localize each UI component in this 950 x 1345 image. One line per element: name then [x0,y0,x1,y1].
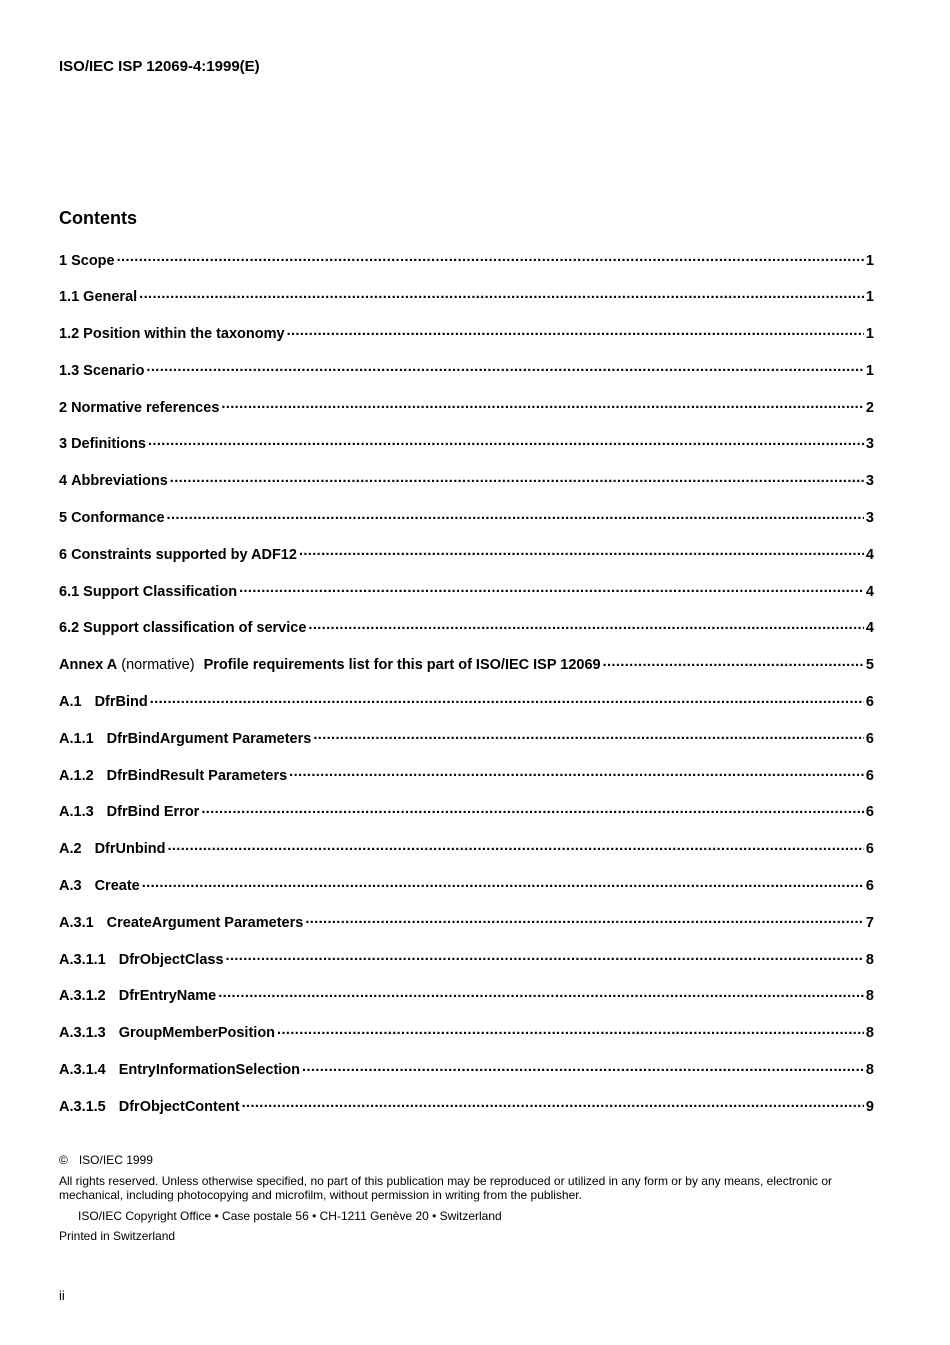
toc-entry-page: 4 [865,583,874,600]
toc-entry[interactable] [59,618,874,655]
toc-entry-title: Conformance [71,510,165,527]
toc-entry-number: 5 [59,510,68,527]
toc-entry-number: 4 [59,473,68,490]
toc-entry-number: 6 [59,546,68,563]
toc-entry-number: 1.1 [59,289,80,306]
toc-entry-number: A.3.1 [59,914,94,931]
toc-entry-title: Constraints supported by ADF12 [71,546,297,563]
toc-entry-number: A.3.1.4 [59,1062,106,1079]
toc-entry-title: Position within the taxonomy [83,326,285,343]
toc-entry-title: Definitions [71,436,146,453]
toc-entry-number: 3 [59,436,68,453]
toc-entry-page: 5 [865,657,874,674]
toc-entry-number: A.3 [59,878,82,895]
toc-entry-number: A.3.1.3 [59,1025,106,1042]
toc-dot-leader [218,986,864,1001]
toc-dot-leader [299,544,864,559]
toc-entry[interactable] [59,765,874,802]
toc-entry-number: A.1.2 [59,767,94,784]
toc-dot-leader [148,434,864,449]
toc-entry-page: 8 [865,951,874,968]
toc-entry-page: 6 [865,878,874,895]
toc-dot-leader [146,360,864,375]
toc-entry[interactable] [59,581,874,618]
toc-entry[interactable] [59,728,874,765]
page-number: ii [59,1288,65,1303]
toc-entry-number: 6.2 [59,620,80,637]
toc-entry-title: General [83,289,138,306]
toc-entry-title: DfrBindArgument Parameters [106,730,312,747]
toc-entry-number: A.3.1.5 [59,1098,106,1115]
toc-dot-leader [242,1096,864,1111]
toc-entry-page: 6 [865,730,874,747]
toc-dot-leader [167,839,863,854]
toc-dot-leader [302,1060,864,1075]
toc-entry-title: Scenario [83,362,145,379]
copyright-office: ISO/IEC Copyright Office • Case postale 56 • CH-1211 Genève 20 • Switzerland [78,1208,502,1223]
toc-dot-leader [226,949,864,964]
toc-entry-note: (normative) [121,657,195,674]
toc-entry-number: 2 [59,399,68,416]
rights-statement: All rights reserved. Unless otherwise specified, no part of this publication may be reproduced or utilized in any form or by any means, electronic or mechanical, including photocopying and microfilm, without permission in writing from the publisher. [59,1173,833,1202]
toc-entry-title: CreateArgument Parameters [106,914,304,931]
toc-entry-number: A.1.3 [59,804,94,821]
toc-entry-page: 6 [865,841,874,858]
toc-entry-title: Support Classification [83,583,238,600]
printed-in: Printed in Switzerland [59,1229,176,1243]
toc-entry-page: 9 [865,1098,874,1115]
toc-entry[interactable] [59,397,874,434]
toc-entry-number: 1 [59,252,68,269]
toc-entry[interactable] [59,692,874,729]
toc-entry[interactable] [59,1023,874,1060]
toc-dot-leader [603,655,864,670]
toc-entry-number: 1.2 [59,326,80,343]
toc-entry-number: A.3.1.2 [59,988,106,1005]
toc-entry-title: DfrBind [94,694,148,711]
toc-entry-page: 4 [865,620,874,637]
toc-entry[interactable] [59,324,874,361]
toc-entry-title: DfrObjectContent [118,1098,240,1115]
toc-entry-title: Scope [71,252,115,269]
toc-dot-leader [305,912,864,927]
toc-entry-title: DfrEntryName [118,988,217,1005]
toc-entry-title: Support classification of service [83,620,307,637]
toc-entry[interactable] [59,839,874,876]
toc-entry-number: A.1.1 [59,730,94,747]
toc-dot-leader [308,618,864,633]
toc-dot-leader [313,728,864,743]
toc-entry-title: DfrBindResult Parameters [106,767,288,784]
toc-entry-title: Profile requirements list for this part of ISO/IEC ISP 12069 [203,657,601,674]
copyright-line [59,1153,875,1168]
toc-entry-title: Abbreviations [71,473,168,490]
toc-dot-leader [142,876,864,891]
toc-dot-leader [150,692,864,707]
toc-dot-leader [287,324,864,339]
toc-entry-title: EntryInformationSelection [118,1062,301,1079]
toc-entry[interactable] [59,250,874,287]
toc-entry-number: 1.3 [59,362,80,379]
toc-entry-number: 6.1 [59,583,80,600]
toc-entry[interactable] [59,912,874,949]
toc-entry-page: 8 [865,1062,874,1079]
toc-dot-leader [221,397,864,412]
toc-entry-page: 2 [865,399,874,416]
toc-entry-page: 1 [865,289,874,306]
toc-entry[interactable] [59,508,874,545]
toc-entry-page: 8 [865,988,874,1005]
table-of-contents [59,250,874,1133]
toc-entry-number: A.1 [59,694,82,711]
toc-entry-title: Normative references [71,399,220,416]
toc-entry-page: 6 [865,804,874,821]
toc-entry-page: 8 [865,1025,874,1042]
toc-entry-title: DfrUnbind [94,841,166,858]
toc-entry-title: Create [94,878,140,895]
toc-dot-leader [239,581,864,596]
toc-entry[interactable] [59,655,874,692]
toc-dot-leader [289,765,864,780]
toc-entry-page: 6 [865,694,874,711]
toc-entry-page: 4 [865,546,874,563]
toc-entry[interactable] [59,949,874,986]
toc-entry-page: 1 [865,362,874,379]
toc-entry-page: 1 [865,326,874,343]
contents-title: Contents [59,208,137,228]
copyright-symbol: © [59,1153,68,1167]
toc-entry[interactable] [59,1096,874,1133]
copyright-year: ISO/IEC 1999 [78,1153,153,1167]
toc-entry[interactable] [59,986,874,1023]
toc-dot-leader [277,1023,864,1038]
toc-dot-leader [117,250,864,265]
toc-entry[interactable] [59,360,874,397]
document-id-header: ISO/IEC ISP 12069-4:1999(E) [59,58,260,75]
toc-entry-page: 3 [865,473,874,490]
toc-entry-page: 6 [865,767,874,784]
toc-entry-number: Annex A [59,657,118,674]
toc-entry[interactable] [59,287,874,324]
toc-entry[interactable] [59,544,874,581]
toc-dot-leader [139,287,864,302]
toc-entry-page: 1 [865,252,874,269]
toc-entry-number: A.2 [59,841,82,858]
toc-dot-leader [167,508,864,523]
toc-entry[interactable] [59,1060,874,1097]
toc-dot-leader [170,471,864,486]
toc-entry-title: DfrObjectClass [118,951,224,968]
toc-entry-page: 7 [865,914,874,931]
toc-entry[interactable] [59,876,874,913]
toc-entry[interactable] [59,471,874,508]
toc-entry-number: A.3.1.1 [59,951,106,968]
toc-entry-title: DfrBind Error [106,804,200,821]
toc-entry-page: 3 [865,436,874,453]
toc-entry[interactable] [59,802,874,839]
toc-entry[interactable] [59,434,874,471]
toc-entry-page: 3 [865,510,874,527]
toc-entry-title: GroupMemberPosition [118,1025,276,1042]
copyright-notice [59,1153,875,1244]
toc-dot-leader [201,802,864,817]
